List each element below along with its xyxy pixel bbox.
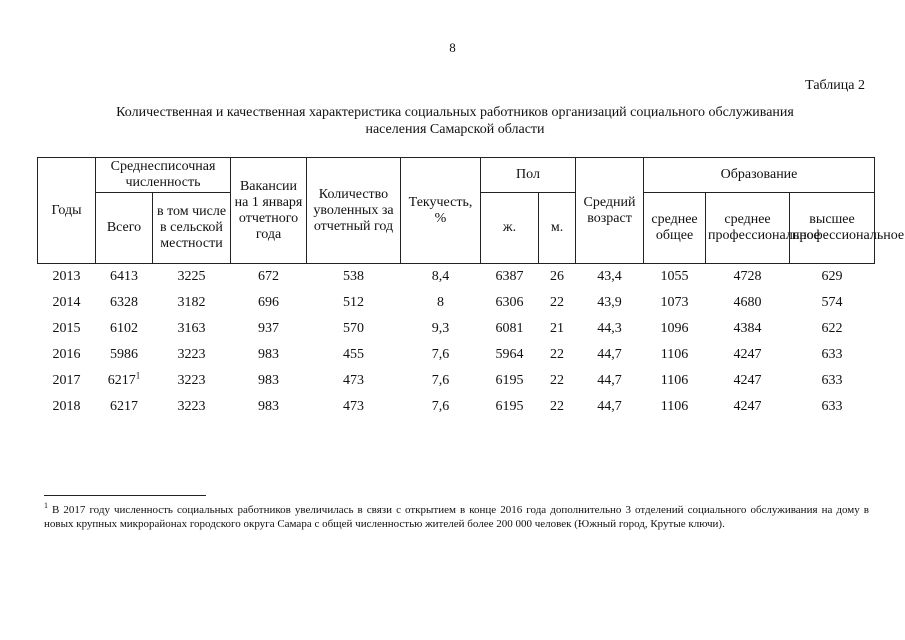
cell-edu-vocational: 4728 bbox=[733, 269, 762, 284]
cell-avg-age: 44,7 bbox=[597, 399, 622, 414]
cell-turnover: 8,4 bbox=[431, 269, 450, 284]
cell-dismissed: 473 bbox=[343, 399, 364, 414]
cell-turnover: 7,6 bbox=[431, 399, 450, 414]
cell-edu-general: 1106 bbox=[660, 347, 689, 362]
cell-vacancies: 983 bbox=[258, 373, 279, 388]
cell-edu-vocational: 4247 bbox=[733, 399, 762, 414]
cell-female: 6195 bbox=[495, 399, 524, 414]
cell-edu-higher: 633 bbox=[821, 347, 843, 362]
header-edu-general: среднее общее bbox=[644, 193, 706, 264]
table-title bbox=[40, 104, 870, 138]
cell-edu-vocational: 4247 bbox=[733, 347, 762, 362]
cell-avg-age: 43,9 bbox=[597, 295, 622, 310]
cell-edu-vocational: 4384 bbox=[733, 321, 762, 336]
cell-edu-general: 1055 bbox=[660, 269, 689, 284]
cell-total-value: 5986 bbox=[110, 347, 138, 362]
table-title-line-2: населения Самарской области bbox=[365, 122, 545, 137]
header-rural: в том числе в сельской местности bbox=[153, 193, 231, 264]
cell-total bbox=[96, 368, 153, 394]
cell-turnover: 7,6 bbox=[431, 347, 450, 362]
table-row bbox=[38, 342, 875, 368]
cell-vacancies: 983 bbox=[258, 347, 279, 362]
header-edu-higher: высшее профессиональное bbox=[790, 193, 875, 264]
cell-year: 2014 bbox=[52, 295, 81, 310]
cell-edu-higher: 622 bbox=[821, 321, 843, 336]
cell-year: 2013 bbox=[52, 269, 81, 284]
cell-total-value: 6217 bbox=[110, 399, 138, 414]
cell-female: 6195 bbox=[495, 373, 524, 388]
cell-dismissed: 570 bbox=[343, 321, 364, 336]
header-total: Всего bbox=[96, 193, 153, 264]
cell-year: 2015 bbox=[52, 321, 81, 336]
cell-female: 5964 bbox=[495, 347, 524, 362]
cell-female: 6081 bbox=[495, 321, 524, 336]
cell-rural: 3223 bbox=[177, 399, 206, 414]
footnote-text: В 2017 году численность социальных работников увеличилась в связи с открытием в конце 2016 года дополнительно 3 отделений социального обслуживания на дому в новых крупных микрорайонах городского округа Самара с общей численностью жителей более 200 000 человек (Южный город, Крутые ключи). bbox=[44, 504, 869, 530]
cell-rural: 3163 bbox=[177, 321, 206, 336]
cell-rural: 3223 bbox=[177, 373, 206, 388]
table-row bbox=[38, 264, 875, 291]
cell-vacancies: 672 bbox=[258, 269, 279, 284]
cell-rural: 3223 bbox=[177, 347, 206, 362]
header-avg-count: Среднесписочная численность bbox=[96, 158, 231, 193]
cell-edu-vocational: 4247 bbox=[733, 373, 762, 388]
cell-edu-general: 1106 bbox=[660, 373, 689, 388]
cell-edu-higher: 633 bbox=[821, 373, 843, 388]
header-avg-age: Средний возраст bbox=[576, 158, 644, 264]
cell-edu-general: 1106 bbox=[660, 399, 689, 414]
cell-vacancies: 983 bbox=[258, 399, 279, 414]
cell-edu-higher: 629 bbox=[821, 269, 843, 284]
header-sex: Пол bbox=[481, 158, 576, 193]
cell-dismissed: 473 bbox=[343, 373, 364, 388]
header-male: м. bbox=[539, 193, 576, 264]
cell-edu-higher: 633 bbox=[821, 399, 843, 414]
table-row bbox=[38, 368, 875, 394]
cell-total-value: 6328 bbox=[110, 295, 138, 310]
cell-edu-vocational: 4680 bbox=[733, 295, 762, 310]
header-vacancies: Вакансии на 1 января отчетного года bbox=[231, 158, 307, 264]
cell-total-value: 6102 bbox=[110, 321, 138, 336]
footnote-marker: 1 bbox=[44, 501, 48, 511]
cell-total bbox=[96, 316, 153, 342]
footnote bbox=[44, 503, 869, 531]
table-row bbox=[38, 394, 875, 420]
cell-avg-age: 43,4 bbox=[597, 269, 622, 284]
cell-avg-age: 44,3 bbox=[597, 321, 622, 336]
cell-total-value: 6217 bbox=[107, 373, 136, 388]
cell-total bbox=[96, 342, 153, 368]
cell-rural: 3182 bbox=[177, 295, 206, 310]
cell-male: 22 bbox=[550, 373, 564, 388]
cell-turnover: 8 bbox=[437, 295, 444, 310]
cell-total-value: 6413 bbox=[110, 269, 138, 284]
cell-male: 21 bbox=[550, 321, 564, 336]
header-education: Образование bbox=[644, 158, 875, 193]
cell-turnover: 7,6 bbox=[431, 373, 450, 388]
cell-dismissed: 538 bbox=[343, 269, 364, 284]
cell-dismissed: 512 bbox=[343, 295, 364, 310]
cell-vacancies: 937 bbox=[258, 321, 279, 336]
header-turnover: Текучесть, % bbox=[401, 158, 481, 264]
table-row bbox=[38, 290, 875, 316]
cell-male: 26 bbox=[550, 269, 564, 284]
table-body bbox=[38, 264, 875, 421]
cell-male: 22 bbox=[550, 295, 564, 310]
cell-female: 6306 bbox=[495, 295, 524, 310]
cell-edu-general: 1096 bbox=[660, 321, 689, 336]
header-edu-vocational: среднее профессиональное bbox=[706, 193, 790, 264]
cell-rural: 3225 bbox=[177, 269, 206, 284]
table-title-line-1: Количественная и качественная характеристика социальных работников организаций социального обслуживания bbox=[116, 105, 794, 120]
footnote-divider bbox=[44, 495, 206, 496]
header-dismissed: Количество уволенных за отчетный год bbox=[307, 158, 401, 264]
header-female: ж. bbox=[481, 193, 539, 264]
cell-avg-age: 44,7 bbox=[597, 347, 622, 362]
table-label: Таблица 2 bbox=[805, 78, 865, 93]
cell-edu-general: 1073 bbox=[660, 295, 689, 310]
cell-dismissed: 455 bbox=[343, 347, 364, 362]
cell-female: 6387 bbox=[495, 269, 524, 284]
cell-edu-higher: 574 bbox=[821, 295, 843, 310]
cell-male: 22 bbox=[550, 399, 564, 414]
cell-total bbox=[96, 264, 153, 291]
cell-vacancies: 696 bbox=[258, 295, 279, 310]
cell-avg-age: 44,7 bbox=[597, 373, 622, 388]
table-row bbox=[38, 316, 875, 342]
cell-year: 2016 bbox=[52, 347, 81, 362]
cell-year: 2017 bbox=[52, 373, 81, 388]
cell-year: 2018 bbox=[52, 399, 81, 414]
header-years: Годы bbox=[38, 158, 96, 264]
footnote-ref: 1 bbox=[135, 370, 141, 381]
cell-total bbox=[96, 290, 153, 316]
cell-male: 22 bbox=[550, 347, 564, 362]
page-number: 8 bbox=[449, 40, 456, 55]
cell-total bbox=[96, 394, 153, 420]
cell-turnover: 9,3 bbox=[431, 321, 450, 336]
data-table bbox=[37, 157, 905, 420]
